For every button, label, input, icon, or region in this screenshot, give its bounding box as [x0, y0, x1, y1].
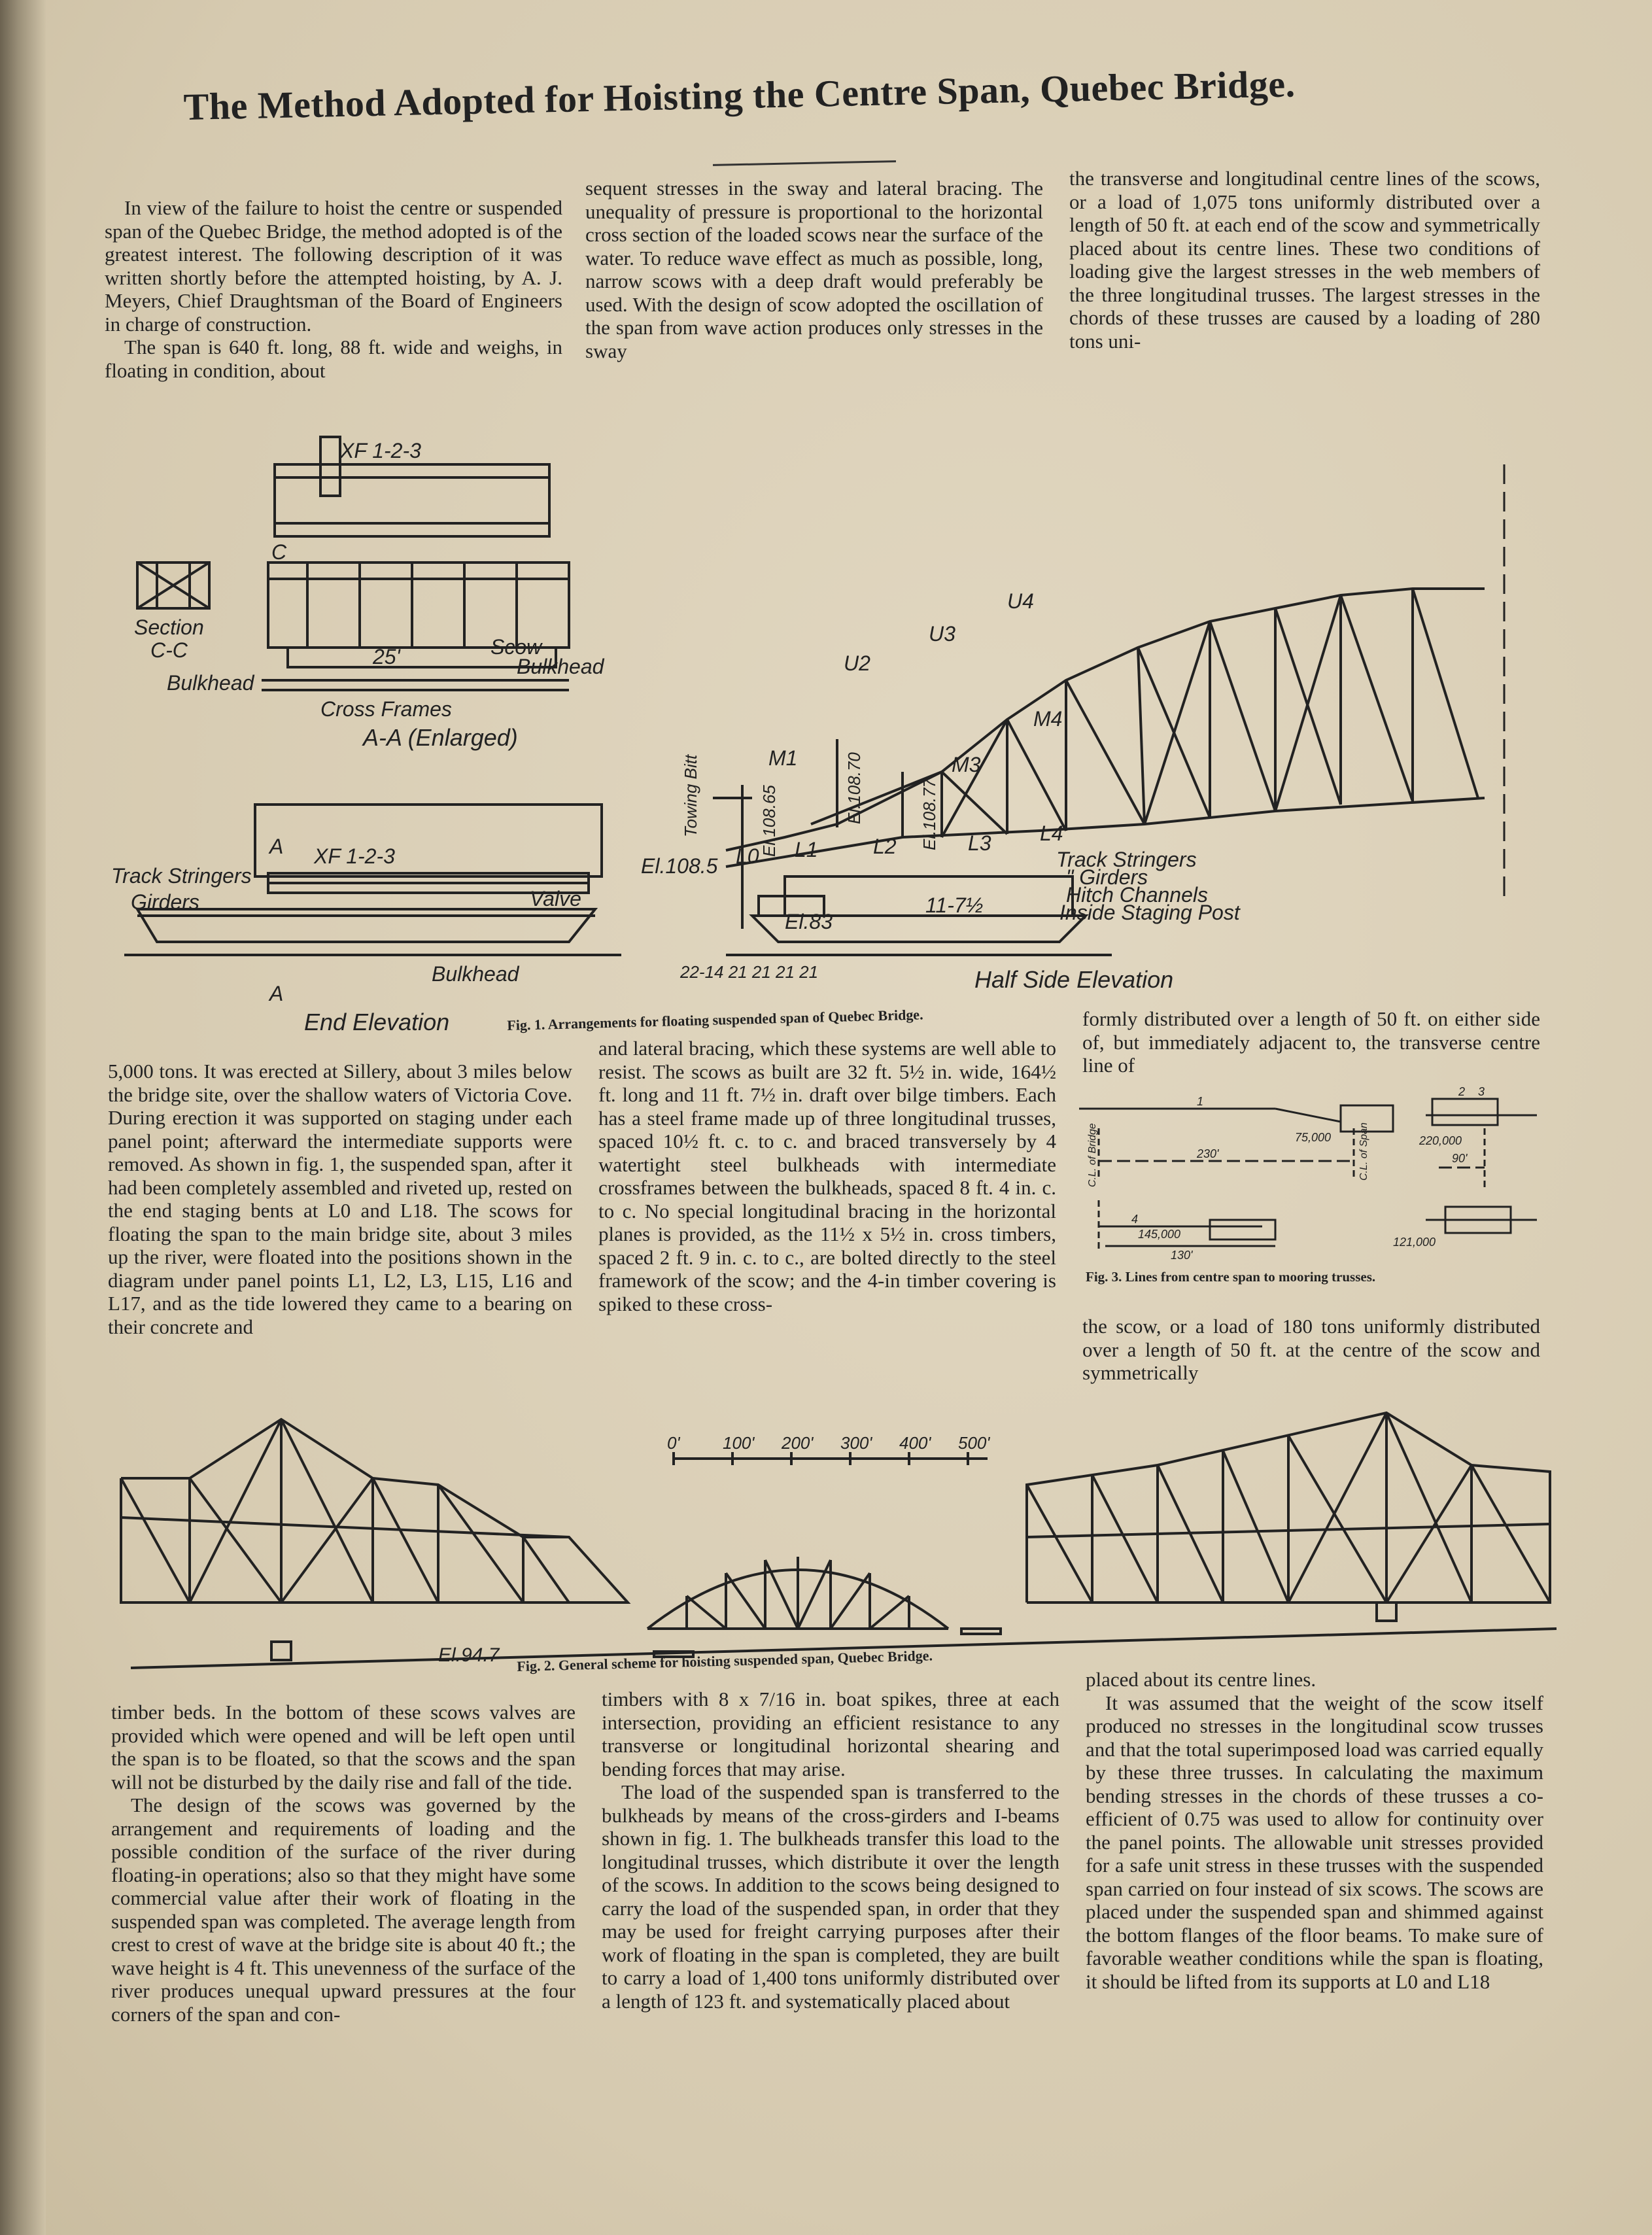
label-track-stringers-right: Track Stringers — [1056, 848, 1197, 871]
scale-400: 400' — [899, 1433, 931, 1453]
bottom-column-1 — [111, 1701, 576, 2026]
bottom-column-3 — [1086, 1668, 1543, 1993]
paragraph: 5,000 tons. It was erected at Sillery, about 3 miles below the bridge site, over the shallow waters of Victoria Cove. During erection it was supported on staging under each panel point; afterward the intermediate supports were removed. As shown in fig. 1, the suspended span, after it had been completely assembled and riveted up, rested on the end staging bents at L0 and L18. The scows for floating the span to the main bridge site, about 3 miles up the river, were floated into the positions shown in the diagram under panel points L1, L2, L3, L15, L16 and L17, and as the tide lowered they came to a bearing on their concrete and — [108, 1060, 572, 1338]
fig3-value-220000: 220,000 — [1419, 1134, 1462, 1147]
label-bulkhead-right: Bulkhead — [517, 655, 604, 678]
fig3-value-130: 130' — [1171, 1249, 1193, 1262]
label-track-stringers: Track Stringers — [111, 864, 252, 888]
scale-500: 500' — [958, 1433, 990, 1453]
figure-3-caption: Fig. 3. Lines from centre span to mooring trusses. — [1086, 1269, 1376, 1285]
paragraph: The design of the scows was governed by the arrangement and requirements of loading and the possible condition of the surface of the river during floating-in operations; also so that they might have some commercial value after their work of floating in the suspended span was completed. The average length from crest to crest of wave at the bridge site is about 40 ft.; the wave height is 4 ft. This unevenness of the surface of the river produces unequal upward pressures at the four corners of the span and con- — [111, 1793, 576, 2026]
paragraph: placed about its centre lines. — [1086, 1668, 1316, 1691]
middle-column-2 — [598, 1037, 1056, 1315]
fig3-value-145000: 145,000 — [1138, 1228, 1181, 1241]
top-column-1 — [105, 196, 562, 382]
label-l4: L4 — [1040, 822, 1063, 845]
label-el-83: El.83 — [785, 910, 833, 933]
label-a-top: A — [269, 835, 284, 858]
middle-column-1 — [108, 1060, 572, 1338]
scale-100: 100' — [723, 1433, 755, 1453]
fig3-value-230: 230' — [1197, 1147, 1219, 1160]
label-el-108-5: El.108.5 — [641, 854, 718, 878]
label-l1: L1 — [795, 838, 818, 861]
label-l2: L2 — [873, 835, 897, 858]
figure-1 — [98, 432, 1563, 1035]
figure-3 — [1079, 1085, 1550, 1272]
scale-0: 0' — [667, 1433, 680, 1453]
figure-2 — [111, 1406, 1576, 1681]
label-25ft: 25' — [373, 645, 400, 668]
paragraph: timber beds. In the bottom of these scows valves are provided which were opened and will be left open until the span is to be floated, so that the scows and the span will not be disturbed by the daily rise and fall of the tide. — [111, 1701, 576, 1793]
fig3-value-90: 90' — [1452, 1152, 1468, 1165]
middle-column-3-top — [1082, 1007, 1540, 1077]
label-cc: C-C — [150, 638, 188, 662]
paragraph: In view of the failure to hoist the centre or suspended span of the Quebec Bridge, the method adopted is of the greatest interest. The following description of it was written shortly before the attempted hoisting, by A. J. Meyers, Chief Draughtsman of the Board of Engineers in charge of construction. — [105, 196, 562, 336]
label-inside-staging-post: Inside Staging Post — [1059, 901, 1240, 924]
paragraph: sequent stresses in the sway and lateral bracing. The unequality of pressure is proportional to the horizontal cross section of the loaded scows near the surface of the water. To reduce wave effect as much as possible, long, narrow scows with a deep draft would preferably be used. With the design of scow adopted the oscillation of the span from wave action produces only stresses in the sway — [585, 177, 1043, 362]
paragraph: The load of the suspended span is transferred to the bulkheads by means of the cross-girders and I-beams shown in fig. 1. The bulkheads transfer this load to the longitudinal trusses, which distribute it over the length of the scows. In addition to the scows being designed to carry the load of the suspended span, in order that they may be used for freight carrying purposes after their work of floating in the span is completed, they are built to carry a load of 1,400 tons uniformly distributed over a length of 123 ft. and systematically placed about — [602, 1780, 1059, 2013]
label-u4: U4 — [1007, 589, 1034, 613]
label-el-108-70: El.108.70 — [844, 752, 864, 824]
label-aa-enlarged: A-A (Enlarged) — [363, 724, 518, 751]
paragraph: formly distributed over a length of 50 ft. on either side of, but immediately adjacent to, the transverse centre line of — [1082, 1007, 1540, 1077]
label-hitch-channels: Hitch Channels — [1066, 883, 1208, 907]
label-section: Section — [134, 615, 204, 639]
paragraph: the scow, or a load of 180 tons uniformly distributed over a length of 50 ft. at the centre of the scow and symmetrically — [1082, 1315, 1540, 1384]
label-el-94-7: El.94.7 — [438, 1644, 500, 1666]
label-m1: M1 — [768, 746, 798, 770]
label-towing-bitt: Towing Bitt — [681, 754, 700, 837]
fig3-n3: 3 — [1478, 1085, 1485, 1098]
label-scow: Scow — [490, 635, 542, 659]
label-el-108-65: El.108.65 — [759, 785, 779, 857]
scale-300: 300' — [840, 1433, 872, 1453]
label-a-bottom: A — [269, 982, 284, 1005]
label-l3: L3 — [968, 831, 991, 855]
paragraph: and lateral bracing, which these systems are well able to resist. The scows as built are 32 ft. 5½ in. wide, 164½ ft. long and 11 ft. 7½ in. draft over bilge timbers. Each has a steel frame made up of three longitudinal trusses, spaced 10½ ft. c. to c. and braced transversely by 4 watertight steel bulkheads with intermediate crossframes between the bulkheads, spaced 8 ft. 4 in. c. to c. No special longitudinal bracing in the horizontal planes is provided, as the 11½ x 5½ in. cross timbers, spaced 2 ft. 9 in. c. to c., are bolted directly to the steel framework of the scow; and the 4-in timber covering is spiked to these cross- — [598, 1037, 1056, 1315]
label-valve: Valve — [530, 887, 581, 910]
label-l0: L0 — [736, 844, 759, 868]
label-u2: U2 — [844, 651, 870, 675]
top-column-3 — [1069, 167, 1540, 353]
label-half-side-elevation: Half Side Elevation — [974, 966, 1174, 993]
label-dimensions: 22-14 21 21 21 21 — [680, 962, 819, 982]
fig3-n1: 1 — [1197, 1095, 1204, 1108]
label-girders: Girders — [131, 890, 199, 914]
label-m3: M3 — [952, 753, 981, 776]
paragraph: the transverse and longitudinal centre lines of the scows, or a load of 1,075 tons uniformly distributed over a length of 50 ft. at each end of the scow and symmetrically placed about its centre lines. These two conditions of loading give the largest stresses in the web members of the three longitudinal trusses. The largest stresses in the chords of these trusses are caused by a loading of 280 tons uni- — [1069, 167, 1540, 353]
label-u3: U3 — [929, 622, 955, 646]
paragraph: The span is 640 ft. long, 88 ft. wide and weighs, in floating in condition, about — [105, 336, 562, 382]
fig3-cl-span: C.L. of Span — [1358, 1122, 1369, 1181]
label-xf-mid: XF 1-2-3 — [314, 844, 395, 868]
label-end-elevation: End Elevation — [304, 1009, 450, 1035]
scale-200: 200' — [782, 1433, 814, 1453]
article-title: The Method Adopted for Hoisting the Centre Span, Quebec Bridge. — [183, 62, 1296, 128]
figure-1-caption: Fig. 1. Arrangements for floating suspended span of Quebec Bridge. — [507, 1006, 923, 1033]
fig3-value-121000: 121,000 — [1393, 1236, 1436, 1249]
figure-2-caption: Fig. 2. General scheme for hoisting suspended span, Quebec Bridge. — [517, 1647, 933, 1674]
fig3-n2: 2 — [1458, 1085, 1466, 1098]
fig3-value-75000: 75,000 — [1295, 1131, 1332, 1144]
middle-column-3-bottom — [1082, 1315, 1540, 1385]
binding-gutter — [0, 0, 46, 2235]
paragraph: timbers with 8 x 7/16 in. boat spikes, three at each intersection, providing an efficient resistance to any transverse or longitudinal horizontal shearing and bending forces that may arise. — [602, 1688, 1059, 1780]
top-column-2 — [585, 177, 1043, 362]
label-xf-top: XF 1-2-3 — [340, 439, 421, 462]
label-el-108-77: El.108.77 — [920, 778, 939, 850]
label-bulkhead-bottom: Bulkhead — [432, 962, 519, 986]
label-cross-frames: Cross Frames — [320, 697, 452, 721]
label-c: C — [271, 540, 287, 564]
label-dim-11-7: 11-7½ — [925, 893, 984, 917]
fig3-n4: 4 — [1131, 1213, 1139, 1226]
title-rule — [713, 160, 896, 166]
label-girders-right: " Girders — [1066, 865, 1148, 889]
label-bulkhead-left: Bulkhead — [167, 671, 254, 695]
fig3-cl-bridge: C.L. of Bridge — [1087, 1123, 1098, 1187]
paragraph: It was assumed that the weight of the scow itself produced no stresses in the longitudinal scow trusses and that the total superimposed load was carried equally by these three trusses. In calculating the maximum bending stresses in the chords of these trusses a co-efficient of 0.75 was used to allow for continuity over the panel points. The allowable unit stresses provided for a safe unit stress in these trusses with the suspended span carried on four instead of six scows. The scows are placed under the suspended span and shimmed against the bottom flanges of the floor beams. To make sure of favorable weather conditions while the span is floating, it should be lifted from its supports at L0 and L18 — [1086, 1691, 1543, 1993]
label-m4: M4 — [1033, 707, 1063, 731]
bottom-column-2 — [602, 1688, 1059, 2013]
